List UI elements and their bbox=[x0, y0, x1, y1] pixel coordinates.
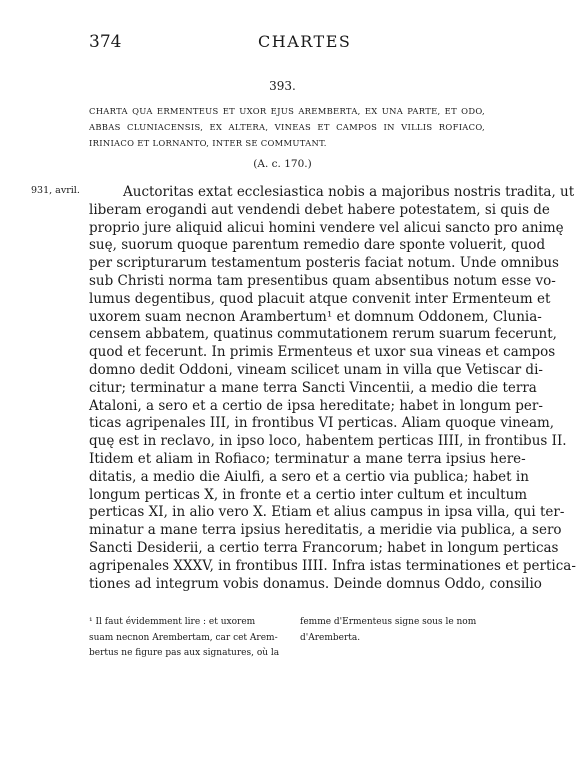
body-line: censem abbatem, quatinus commutationem rerum suarum fecerunt, bbox=[89, 326, 557, 343]
body-line: suę, suorum quoque parentum remedio dare sponte voluerit, quod bbox=[89, 237, 546, 254]
body-line: lumus degentibus, quod placuit atque convenit inter Ermenteum et bbox=[89, 290, 551, 307]
body-line: citur; terminatur a mane terra Sancti Vincentii, a medio die terra bbox=[89, 379, 537, 396]
body-line: Ataloni, a sero et a certio de ipsa hereditate; habet in longum per- bbox=[89, 397, 543, 414]
body-line: quod et fecerunt. In primis Ermenteus et uxor sua vineas et campos bbox=[89, 344, 556, 361]
margin-date: 931, avril. bbox=[31, 185, 80, 196]
footnote-line: femme d'Ermenteus signe sous le nom bbox=[300, 617, 477, 627]
body-line: perticas XI, in alio vero X. Etiam et alius campus in ipsa villa, qui ter- bbox=[89, 504, 565, 521]
running-title: CHARTES bbox=[258, 32, 352, 51]
charter-date: (A. c. 170.) bbox=[253, 158, 312, 170]
body-line: tiones ad integrum vobis donamus. Deinde domnus Oddo, consilio bbox=[89, 575, 542, 592]
body-line: ticas agripenales III, in frontibus VI perticas. Aliam quoque vineam, bbox=[89, 415, 555, 432]
body-line: liberam erogandi aut vendendi debet habere potestatem, si quis de bbox=[89, 201, 550, 218]
footnote-line: suam necnon Arembertam, car cet Arem- bbox=[89, 632, 278, 643]
body-line: ditatis, a medio die Aiulfi, a sero et a certio via publica; habet in bbox=[89, 468, 529, 485]
footnote-line: bertus ne figure pas aux signatures, où la bbox=[89, 648, 280, 658]
body-line: minatur a mane terra ipsius hereditatis, a meridie via publica, a sero bbox=[89, 522, 562, 539]
page-number: 374 bbox=[89, 32, 122, 52]
body-line: agripenales XXXV, in frontibus IIII. Infra istas terminationes et pertica- bbox=[89, 557, 576, 574]
charter-number: 393. bbox=[269, 79, 296, 93]
body-line: sub Christi norma tam presentibus quam absentibus notum esse vo- bbox=[89, 273, 556, 289]
body-line: quę est in reclavo, in ipso loco, habentem perticas IIII, in frontibus II. bbox=[89, 433, 567, 450]
body-line: Sancti Desiderii, a certio terra Francorum; habet in longum perticas bbox=[89, 540, 559, 556]
body-line: Auctoritas extat ecclesiastica nobis a majoribus nostris tradita, ut bbox=[123, 184, 575, 200]
footnote-line: ¹ Il faut évidemment lire : et uxorem bbox=[89, 617, 256, 627]
footnote-right bbox=[300, 615, 485, 646]
charter-summary: CHARTA QUA ERMENTEUS ET UXOR EJUS AREMBERTA, EX UNA PARTE, ET ODO, ABBAS CLUNIACENSIS, EX ALTERA, VINEAS ET CAMPOS IN VILLIS ROFIACO, IRINIACO ET LORNANTO, INTER SE COMMUTANT. bbox=[89, 106, 485, 148]
body-line: domno dedit Oddoni, vineam scilicet unam in villa que Vetiscar di- bbox=[89, 362, 543, 378]
footnote-line: d'Aremberta. bbox=[300, 632, 361, 643]
body-line: uxorem suam necnon Arambertum¹ et domnum Oddonem, Clunia- bbox=[89, 308, 542, 325]
body-line: Itidem et aliam in Rofiaco; terminatur a mane terra ipsius here- bbox=[89, 451, 526, 467]
body-line: longum perticas X, in fronte et a certio inter cultum et incultum bbox=[89, 486, 528, 503]
body-line: per scripturarum testamentum posteris faciat notum. Unde omnibus bbox=[89, 255, 559, 272]
footnote-left bbox=[89, 615, 284, 662]
body-line: proprio jure aliquid alicui homini vendere vel alicui sancto pro animę bbox=[89, 219, 564, 236]
